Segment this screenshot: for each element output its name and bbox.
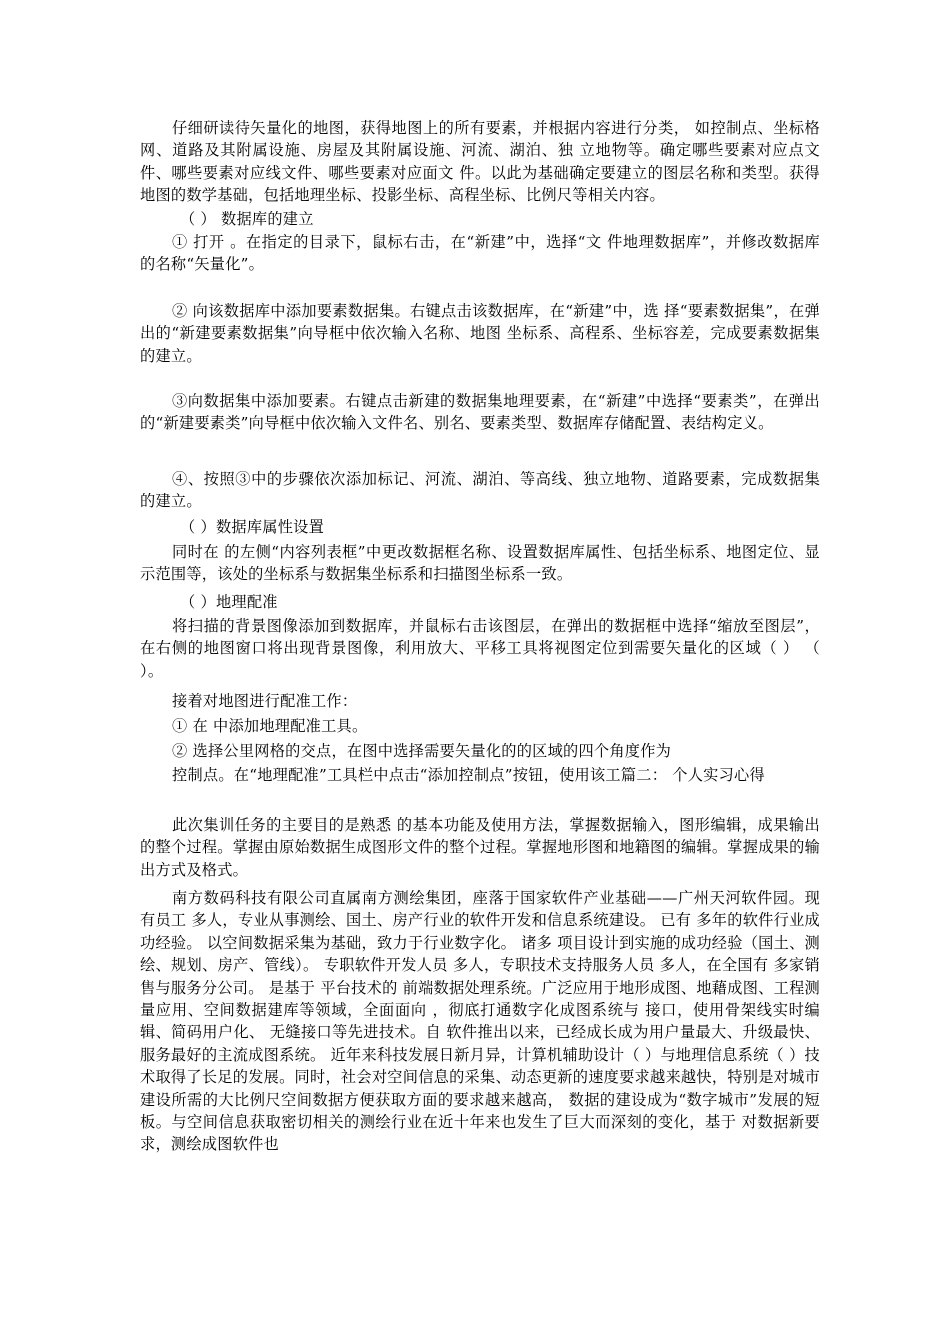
- heading-database-creation: （ ） 数据库的建立: [180, 210, 314, 228]
- heading-georeferencing: （ ）地理配准: [180, 593, 278, 611]
- paragraph-step-1: ① 打开 。在指定的目录下，鼠标右击，在“新建”中，选择“文 件地理数据库”，并修改数据库的名称“矢量化”。: [140, 233, 820, 274]
- paragraph-registration-step-2: ② 选择公里网格的交点，在图中选择需要矢量化的的区域的四个角度作为: [172, 742, 672, 760]
- paragraph-training-goal: 此次集训任务的主要目的是熟悉 的基本功能及使用方法，掌握数据输入，图形编辑，成果输出的整个过程。掌握由原始数据生成图形文件的整个过程。掌握地形图和地籍图的编辑。掌握成果的输出方式及格式。: [140, 816, 820, 879]
- heading-database-properties: （ ）数据库属性设置: [180, 518, 325, 536]
- paragraph-step-4: ④、按照③中的步骤依次添加标记、河流、湖泊、等高线、独立地物、道路要素，完成数据集的建立。: [140, 470, 820, 511]
- paragraph-step-2: ② 向该数据库中添加要素数据集。右键点击该数据库，在“新建”中，选 择“要素数据集”，在弹出的“新建要素数据集”向导框中依次输入名称、地图 坐标系、高程系、坐标容差，完成要素数据集的建立。: [140, 302, 820, 365]
- paragraph-company-intro: 南方数码科技有限公司直属南方测绘集团，座落于国家软件产业基础——广州天河软件园。现有员工 多人，专业从事测绘、国土、房产行业的软件开发和信息系统建设。 已有 多年的软件行业成功经验。 以空间数据采集为基础，致力于行业数字化。 诸多 项目设计到实施的成功经验（国土、测绘、规划、房产、管线）。 专职软件开发人员 多人，专职技术支持服务人员 多人，在全国有 多家销售与服务分公司。 是基于 平台技术的 前端数据处理系统。广泛应用于地形成图、地藉成图、工程测量应用、空间数据建库等领域，全面面向 ，彻底打通数字化成图系统与 接口，使用骨架线实时编辑、简码用户化、 无缝接口等先进技术。自 软件推出以来，已经成长成为用户量最大、升级最快、服务最好的主流成图系统。 近年来科技发展日新月异，计算机辅助设计（ ）与地理信息系统（ ）技术取得了长足的发展。同时，社会对空间信息的采集、动态更新的速度要求越来越快，特别是对城市建设所需的大比例尺空间数据方便获取方面的要求越来越高， 数据的建设成为“数字城市”发展的短板。与空间信息获取密切相关的测绘行业在近十年来也发生了巨大而深刻的变化，基于 对数据新要求，测绘成图软件也: [140, 889, 820, 1154]
- paragraph-registration-intro: 接着对地图进行配准工作：: [172, 692, 358, 710]
- paragraph-control-points: 控制点。在“地理配准”工具栏中点击“添加控制点”按钮，使用该工篇二： 个人实习心得: [172, 766, 765, 784]
- paragraph-georeferencing: 将扫描的背景图像添加到数据库，并鼠标右击该图层，在弹出的数据框中选择“缩放至图层”，在右侧的地图窗口将出现背景图像，利用放大、平移工具将视图定位到需要矢量化的区域（ ） （ ）。: [140, 617, 820, 680]
- paragraph-intro: 仔细研读待矢量化的地图，获得地图上的所有要素，并根据内容进行分类， 如控制点、坐标格网、道路及其附属设施、房屋及其附属设施、河流、湖泊、独 立地物等。确定哪些要素对应点文件、哪些要素对应线文件、哪些要素对应面文 件。以此为基础确定要建立的图层名称和类型。获得地图的数学基础，包括地理坐标、投影坐标、高程坐标、比例尺等相关内容。: [140, 119, 820, 205]
- paragraph-step-3: ③向数据集中添加要素。右键点击新建的数据集地理要素，在“新建”中选择“要素类”，在弹出的“新建要素类”向导框中依次输入文件名、别名、要素类型、数据库存储配置、表结构定义。: [140, 392, 820, 433]
- paragraph-properties: 同时在 的左侧“内容列表框”中更改数据框名称、设置数据库属性、包括坐标系、地图定位、显示范围等，该处的坐标系与数据集坐标系和扫描图坐标系一致。: [140, 543, 820, 584]
- paragraph-registration-step-1: ① 在 中添加地理配准工具。: [172, 717, 368, 735]
